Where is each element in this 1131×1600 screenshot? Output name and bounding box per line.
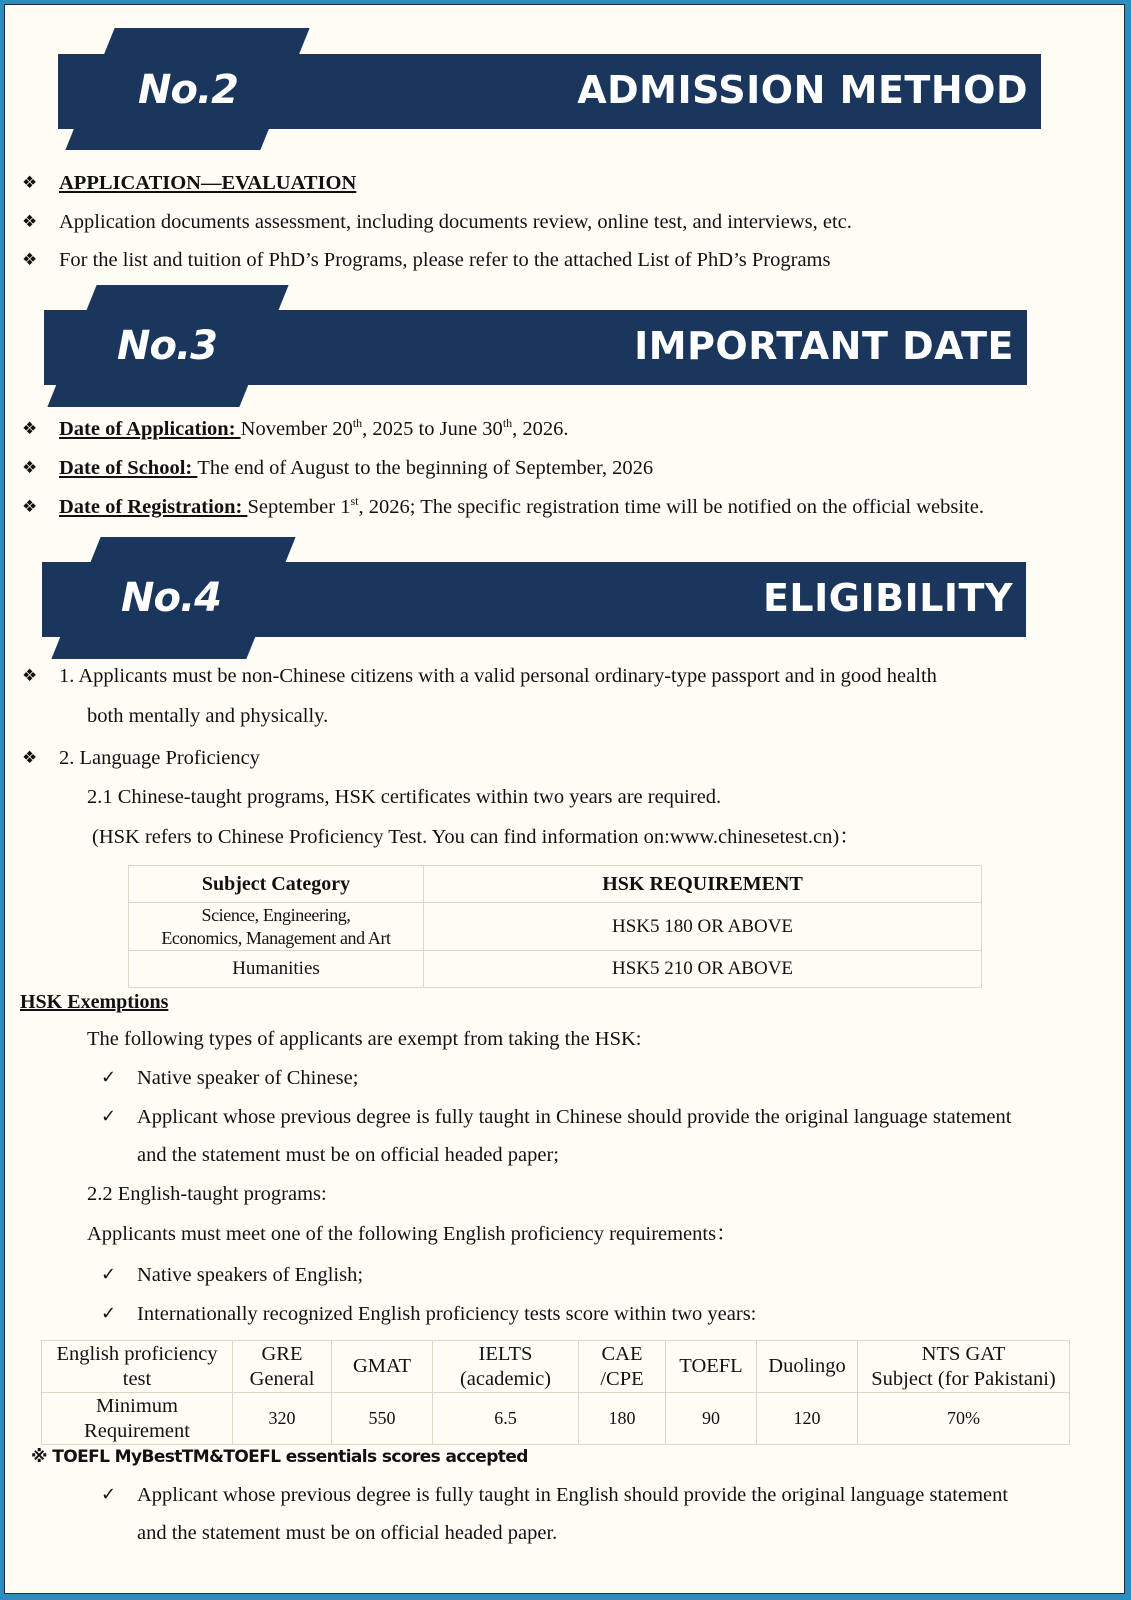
superscript: th <box>352 416 363 430</box>
table-cell-requirement: HSK5 210 OR ABOVE <box>424 951 982 988</box>
admission-item: Application documents assessment, including documents review, online test, and interviews, etc. <box>59 211 852 233</box>
cell-line: Science, Engineering, <box>201 904 351 925</box>
table-cell-value: 90 <box>666 1393 757 1445</box>
cell-line: Requirement <box>84 1419 190 1442</box>
table-header: Subject Category <box>129 866 424 903</box>
english-requirement-table <box>41 1340 1070 1445</box>
eligibility-item-2: 2. Language Proficiency <box>59 747 260 769</box>
english-item: Internationally recognized English proficiency tests score within two years: <box>137 1303 757 1325</box>
date-application <box>59 417 569 441</box>
table-cell: Duolingo <box>757 1341 858 1393</box>
date-school <box>59 456 653 480</box>
check-icon: ✓ <box>101 1067 117 1088</box>
english-taught-programs: 2.2 English-taught programs: <box>87 1183 327 1205</box>
date-text: The end of August to the beginning of September, 2026 <box>197 457 654 479</box>
superscript: st <box>350 494 359 508</box>
bullet-icon: ❖ <box>22 748 38 768</box>
table-cell-category: Humanities <box>129 951 424 988</box>
table-header-row <box>129 866 982 903</box>
date-registration <box>59 495 984 519</box>
date-text: September 1 <box>247 496 351 518</box>
check-icon: ✓ <box>101 1106 117 1127</box>
cell-line: General <box>249 1367 315 1390</box>
admission-heading-text: APPLICATION—EVALUATION <box>59 172 357 194</box>
check-icon: ✓ <box>101 1484 117 1505</box>
cell-line: Economics, Management and Art <box>161 927 391 948</box>
cell-line: GRE <box>261 1342 303 1365</box>
date-label: Date of Application: <box>59 418 241 440</box>
table-row <box>42 1393 1070 1445</box>
chinese-taught-programs: 2.1 Chinese-taught programs, HSK certificates within two years are required. <box>87 786 722 808</box>
bullet-icon: ❖ <box>22 212 38 232</box>
table-row <box>129 903 982 951</box>
english-degree-statement: Applicant whose previous degree is fully taught in English should provide the original language statement <box>137 1484 1009 1506</box>
table-cell <box>858 1341 1070 1393</box>
date-text: November 20 <box>240 418 353 440</box>
hsk-note: (HSK refers to Chinese Proficiency Test. You can find information on:www.chinesetest.cn)： <box>92 826 860 848</box>
bullet-icon: ❖ <box>22 666 38 686</box>
cell-line: Subject (for Pakistani) <box>871 1367 1056 1390</box>
date-label: Date of Registration: <box>59 496 248 518</box>
table-cell-category <box>129 903 424 951</box>
cell-line: English proficiency <box>56 1342 218 1365</box>
check-icon: ✓ <box>101 1264 117 1285</box>
table-header: HSK REQUIREMENT <box>424 866 982 903</box>
english-item: Native speakers of English; <box>137 1264 364 1286</box>
table-cell <box>233 1341 332 1393</box>
table-cell-value: 320 <box>233 1393 332 1445</box>
english-degree-statement-cont: and the statement must be on official headed paper. <box>137 1522 558 1544</box>
table-cell <box>433 1341 579 1393</box>
bullet-icon: ❖ <box>22 173 38 193</box>
exemption-item: Applicant whose previous degree is fully taught in Chinese should provide the original language statement <box>137 1106 1012 1128</box>
hsk-requirement-table <box>128 865 982 988</box>
table-cell-value: 70% <box>858 1393 1070 1445</box>
bullet-icon: ❖ <box>22 250 38 270</box>
date-text: , 2026; The specific registration time will be notified on the official website. <box>358 496 984 518</box>
admission-heading <box>59 171 356 195</box>
cell-line: (academic) <box>459 1367 552 1390</box>
table-cell-value: 6.5 <box>433 1393 579 1445</box>
table-row <box>129 951 982 988</box>
cell-line: /CPE <box>600 1367 644 1390</box>
section-number: No.2 <box>138 67 238 113</box>
table-cell-value: 180 <box>579 1393 666 1445</box>
superscript: th <box>502 416 513 430</box>
cell-line: NTS GAT <box>921 1342 1006 1365</box>
eligibility-item-1-cont: both mentally and physically. <box>87 705 329 727</box>
section-number: No.4 <box>121 575 221 621</box>
section-title: ELIGIBILITY <box>762 576 1013 620</box>
cell-line: CAE <box>601 1342 643 1365</box>
exemption-item: Native speaker of Chinese; <box>137 1067 359 1089</box>
table-cell: TOEFL <box>666 1341 757 1393</box>
table-cell-requirement: HSK5 180 OR ABOVE <box>424 903 982 951</box>
table-cell-value: 550 <box>332 1393 433 1445</box>
section-title: ADMISSION METHOD <box>577 68 1028 112</box>
toefl-note: ※ TOEFL MyBestTM&TOEFL essentials scores accepted <box>31 1447 528 1467</box>
section-number: No.3 <box>117 323 217 369</box>
cell-line: Minimum <box>95 1394 178 1417</box>
table-cell <box>42 1393 233 1445</box>
table-cell-value: 120 <box>757 1393 858 1445</box>
exemption-item-cont: and the statement must be on official headed paper; <box>137 1144 560 1166</box>
cell-line: test <box>122 1367 152 1390</box>
bullet-icon: ❖ <box>22 458 38 478</box>
table-cell <box>42 1341 233 1393</box>
english-intro: Applicants must meet one of the following English proficiency requirements： <box>87 1223 737 1245</box>
section-title: IMPORTANT DATE <box>634 324 1014 368</box>
check-icon: ✓ <box>101 1303 117 1324</box>
eligibility-item-1: 1. Applicants must be non-Chinese citizens with a valid personal ordinary-type passport and in good health <box>59 665 937 687</box>
date-text: , 2025 to June 30 <box>362 418 503 440</box>
table-cell: GMAT <box>332 1341 433 1393</box>
bullet-icon: ❖ <box>22 497 38 517</box>
table-header-row <box>42 1341 1070 1393</box>
date-label: Date of School: <box>59 457 198 479</box>
admission-item: For the list and tuition of PhD’s Programs, please refer to the attached List of PhD’s Programs <box>59 249 831 271</box>
cell-line: IELTS <box>478 1342 533 1365</box>
hsk-exemptions-heading: HSK Exemptions <box>20 991 169 1013</box>
date-text: , 2026. <box>512 418 569 440</box>
table-cell <box>579 1341 666 1393</box>
bullet-icon: ❖ <box>22 419 38 439</box>
hsk-exemptions-intro: The following types of applicants are exempt from taking the HSK: <box>87 1028 642 1050</box>
